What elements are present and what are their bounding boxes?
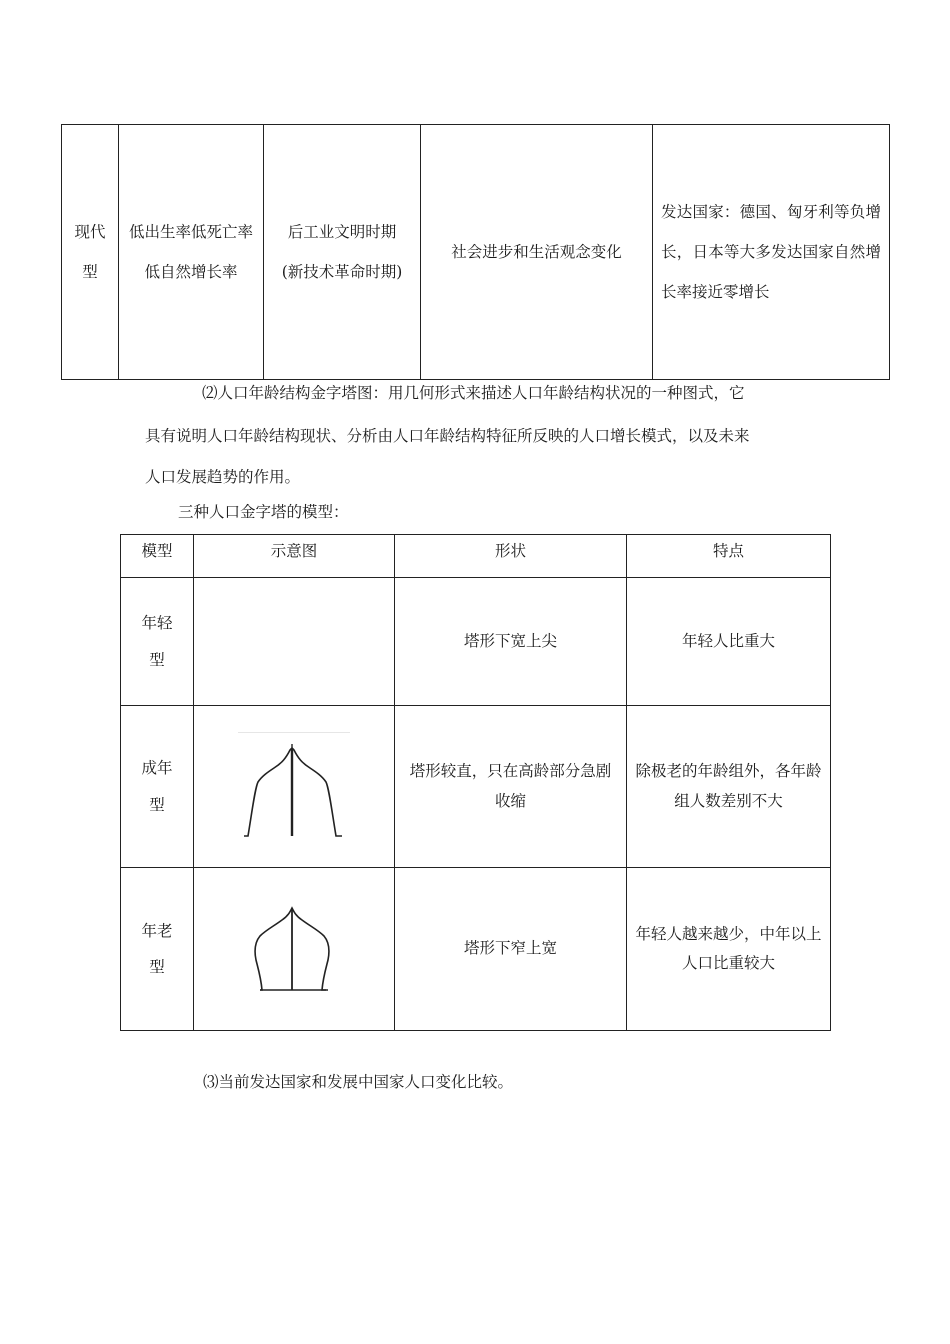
shape-cell: 塔形下宽上尖 (395, 578, 627, 706)
table-row (62, 125, 890, 380)
shape-cell: 塔形较直，只在高龄部分急剧收缩 (395, 706, 627, 868)
feature-cell: 除极老的年龄组外，各年龄组人数差别不大 (627, 706, 831, 868)
population-type-table (61, 124, 890, 380)
section2-line-2: 具有说明人口年龄结构现状、分析由人口年龄结构特征所反映的人口增长模式，以及未来 (145, 427, 750, 445)
section2-line-1: ⑵人口年龄结构金字塔图：用几何形式来描述人口年龄结构状况的一种图式，它 (202, 384, 745, 402)
model-cell: 年轻型 (121, 578, 194, 706)
examples-cell: 发达国家：德国、匈牙利等负增长，日本等大多发达国家自然增长率接近零增长 (653, 125, 890, 380)
model-cell: 年老型 (121, 868, 194, 1031)
rates-cell: 低出生率低死亡率低自然增长率 (119, 125, 264, 380)
dome-pyramid-icon (252, 906, 336, 992)
section3-line: ⑶当前发达国家和发展中国家人口变化比较。 (203, 1073, 514, 1091)
reason-cell: 社会进步和生活观念变化 (421, 125, 653, 380)
header-feature: 特点 (627, 535, 831, 578)
type-cell: 现代型 (62, 125, 119, 380)
model-cell: 成年型 (121, 706, 194, 868)
feature-cell: 年轻人比重大 (627, 578, 831, 706)
period-line-1: 后工业文明时期 (287, 222, 397, 241)
bell-pyramid-icon (238, 732, 350, 842)
diagram-cell (194, 706, 395, 868)
table-row (121, 578, 831, 706)
diagram-cell (194, 578, 395, 706)
pyramid-model-table (120, 534, 831, 1031)
header-shape: 形状 (395, 535, 627, 578)
table-header-row (121, 535, 831, 578)
header-model: 模型 (121, 535, 194, 578)
period-line-2: (新技术革命时期) (281, 263, 403, 281)
diagram-cell (194, 868, 395, 1031)
section2-line-3: 人口发展趋势的作用。 (145, 468, 301, 486)
table-row (121, 868, 831, 1031)
model-intro: 三种人口金字塔的模型： (178, 503, 349, 521)
shape-cell: 塔形下窄上宽 (395, 868, 627, 1031)
table-row (121, 706, 831, 868)
feature-cell: 年轻人越来越少，中年以上人口比重较大 (627, 868, 831, 1031)
period-cell (264, 125, 421, 380)
header-diagram: 示意图 (194, 535, 395, 578)
